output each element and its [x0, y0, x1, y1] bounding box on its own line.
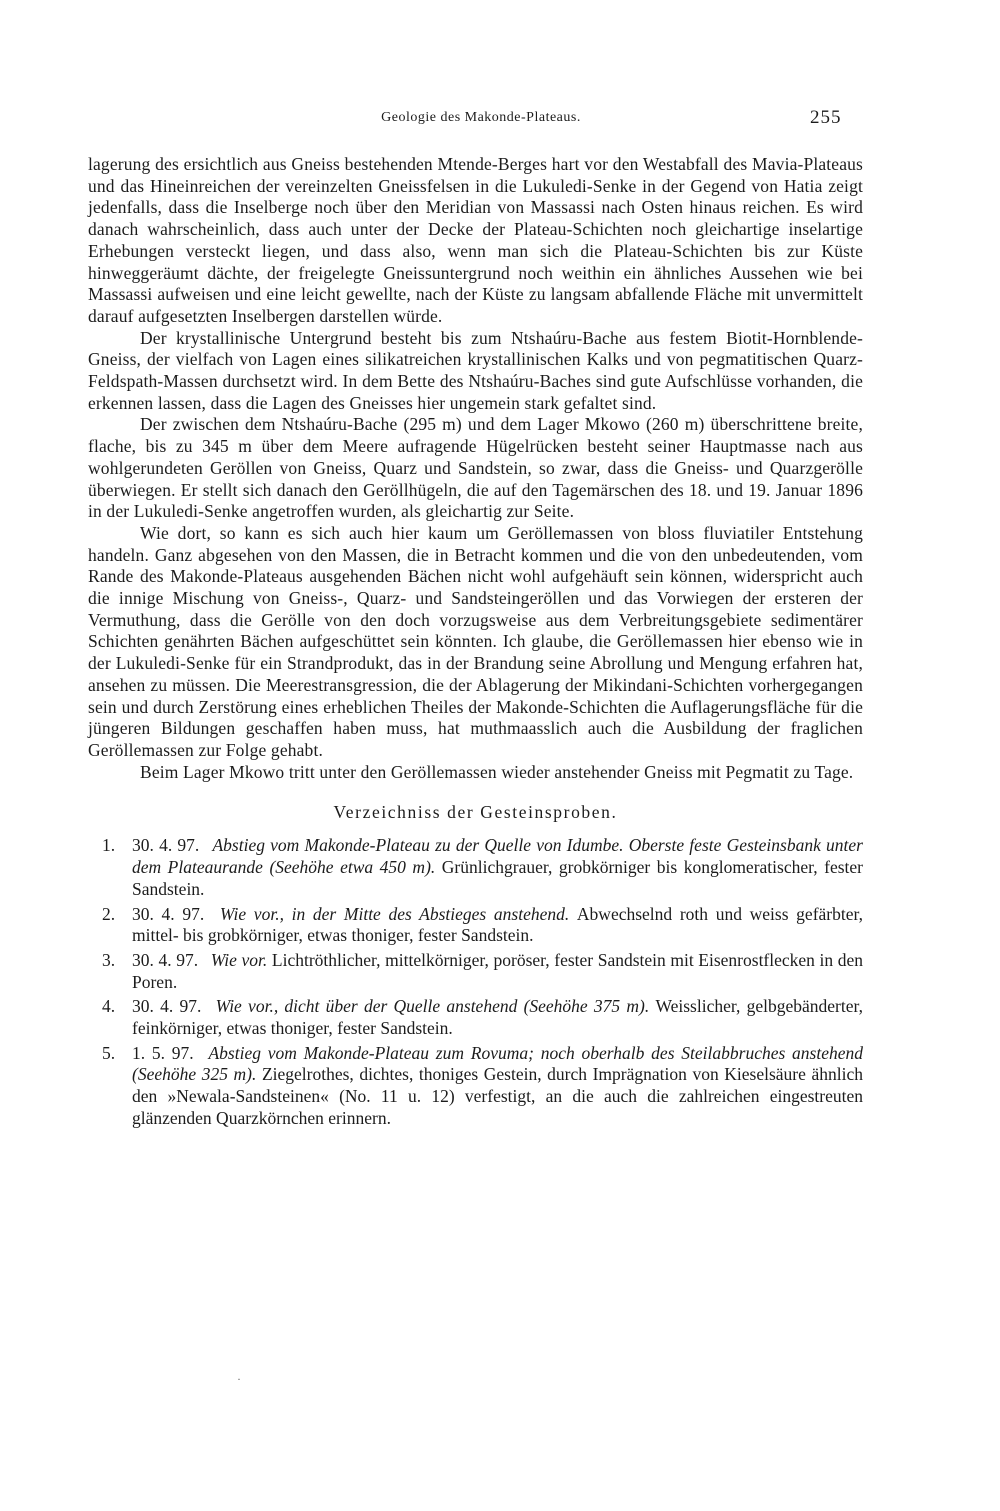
sample-date: 30. 4. 97.: [132, 996, 202, 1017]
sample-description: Ziegelrothes, dichtes, thoniges Gestein, durch Imprägnation von Kieselsäure ähnlich den »Newala-Sandsteinen« (No. 11 u. 12) verfestigt, an die auch die zahlreichen eingestreuten glänzenden Quarzkörnchen erinnern.: [132, 1064, 863, 1128]
sample-location: Wie vor., in der Mitte des Abstieges anstehend.: [219, 903, 577, 924]
sample-date: 1. 5. 97.: [132, 1042, 194, 1063]
sample-entry: [88, 996, 863, 1039]
sample-number: 3.: [102, 949, 116, 970]
sample-entry: [88, 835, 863, 900]
paragraph: lagerung des ersichtlich aus Gneiss bestehenden Mtende-Berges hart vor den Westabfall des Mavia-Plateaus und das Hineinreichen der vereinzelten Gneissfelsen in die Lukuledi-Senke in der Gegend von Hatia zeigt jedenfalls, dass die Inselberge noch über den Meridian von Massassi nach Osten hinaus reichen. Es wird danach wahrscheinlich, dass auch unter der Decke der Plateau-Schichten noch gleichartige inselartige Erhebungen versteckt liegen, und dass also, wenn man sich die Plateau-Schichten bis zur Küste hinweggeräumt dächte, der freigelegte Gneissuntergrund noch weithin ein ähnliches Aussehen wie bei Massassi aufweisen und eine leicht gewellte, nach der Küste zu langsam abfallende Fläche mit unvermittelt darauf aufgesetzten Inselbergen darstellen würde.: [88, 154, 863, 326]
sample-description: Grünlichgrauer, grobkörniger bis konglomeratischer, fester Sandstein.: [132, 857, 863, 899]
sample-location: Wie vor., dicht über der Quelle anstehend (Seehöhe 375 m).: [215, 996, 656, 1017]
print-speck: ·: [237, 1372, 241, 1386]
running-header: [0, 103, 1000, 133]
sample-description: Lichtröthlicher, mittelkörniger, poröser, fester Sandstein mit Eisenrostflecken in den Poren.: [132, 949, 864, 992]
sample-location: Abstieg vom Makonde-Plateau zum Rovuma; noch oberhalb des Steilabbruches anstehend (Seehöhe 325 m).: [132, 1042, 864, 1085]
sample-description: Abwechselnd roth und weiss gefärbter, mittel- bis grobkörniger, etwas thoniger, fester Sandstein.: [132, 903, 864, 946]
sample-location: Wie vor.: [210, 949, 272, 970]
paragraph: Wie dort, so kann es sich auch hier kaum um Geröllemassen von bloss fluviatiler Entstehung handeln. Ganz abgesehen von den Massen, die in Betracht kommen und die von den unbedeutenden, vom Rande des Makonde-Plateaus ausgehenden Bächen nicht wohl aufgehäuft sein können, widerspricht auch die innige Mischung von Gneiss-, Quarz- und Sandsteingeröllen und das Vorwiegen der ersteren der Vermuthung, dass die Gerölle von den doch vorzugsweise aus dem Verbreitungsgebiete sedimentärer Schichten genährten Bächen aufgeschüttet sein könnten. Ich glaube, die Geröllemassen hier ebenso wie in der Lukuledi-Senke für ein Strandprodukt, das in der Brandung seine Abrollung und Mengung erfahren hat, ansehen zu müssen. Die Meerestransgression, die der Ablagerung der Mikindani-Schichten vorhergegangen sein und durch Zerstörung eines erheblichen Theiles der Makonde-Schichten die Auflagerungsfläche für die jüngeren Bildungen geschaffen haben muss, hat muthmaasslich auch die Ausbildung der fraglichen Geröllemassen zur Folge gehabt.: [88, 522, 863, 760]
sample-number: 1.: [102, 835, 116, 856]
sample-date: 30. 4. 97.: [132, 903, 205, 924]
section-heading: Verzeichniss der Gesteinsproben.: [333, 802, 618, 823]
sample-entry: [88, 904, 863, 947]
sample-date: 30. 4. 97.: [132, 949, 199, 970]
paragraph: Der zwischen dem Ntshaúru-Bache (295 m) und dem Lager Mkowo (260 m) überschrittene breite, flache, bis zu 345 m über dem Meere aufragende Hügelrücken besteht seiner Hauptmasse nach aus wohlgerundeten Geröllen von Gneiss, Quarz und Sandstein, so zwar, dass die Gneiss- und Quarzgerölle überwiegen. Er stellt sich danach den Geröllhügeln, die auf den Tagemärschen des 18. und 19. Januar 1896 in der Lukuledi-Senke angetroffen wurden, als gleichartig zur Seite.: [88, 414, 863, 522]
sample-number: 2.: [102, 903, 116, 924]
sample-location: Abstieg vom Makonde-Plateau zu der Quelle von Idumbe. Oberste feste Gesteinsbank unter dem Plateaurande (Seehöhe etwa 450 m).: [132, 835, 863, 878]
sample-number: 5.: [102, 1042, 116, 1063]
paragraph: Beim Lager Mkowo tritt unter den Geröllemassen wieder anstehender Gneiss mit Pegmatit zu Tage.: [140, 761, 854, 782]
paragraph: Der krystallinische Untergrund besteht bis zum Ntshaúru-Bache aus festem Biotit-Hornblende-Gneiss, der vielfach von Lagen eines silikatreichen krystallinischen Kalks und von pegmatitischen Quarz-Feldspath-Massen durchsetzt wird. In dem Bette des Ntshaúru-Baches sind gute Aufschlüsse vorhanden, die erkennen lassen, dass die Lagen des Gneisses hier ungemein stark gefaltet sind.: [88, 327, 863, 413]
body-text: [88, 154, 863, 1133]
sample-date: 30. 4. 97.: [132, 835, 200, 856]
sample-number: 4.: [102, 996, 116, 1017]
sample-entry: [88, 1043, 863, 1130]
page-number: 255: [810, 107, 842, 128]
running-title: Geologie des Makonde-Plateaus.: [381, 110, 581, 125]
sample-description: Weisslicher, gelbgebänderter, feinkörniger, etwas thoniger, fester Sandstein.: [132, 996, 863, 1039]
sample-entry: [88, 950, 863, 993]
